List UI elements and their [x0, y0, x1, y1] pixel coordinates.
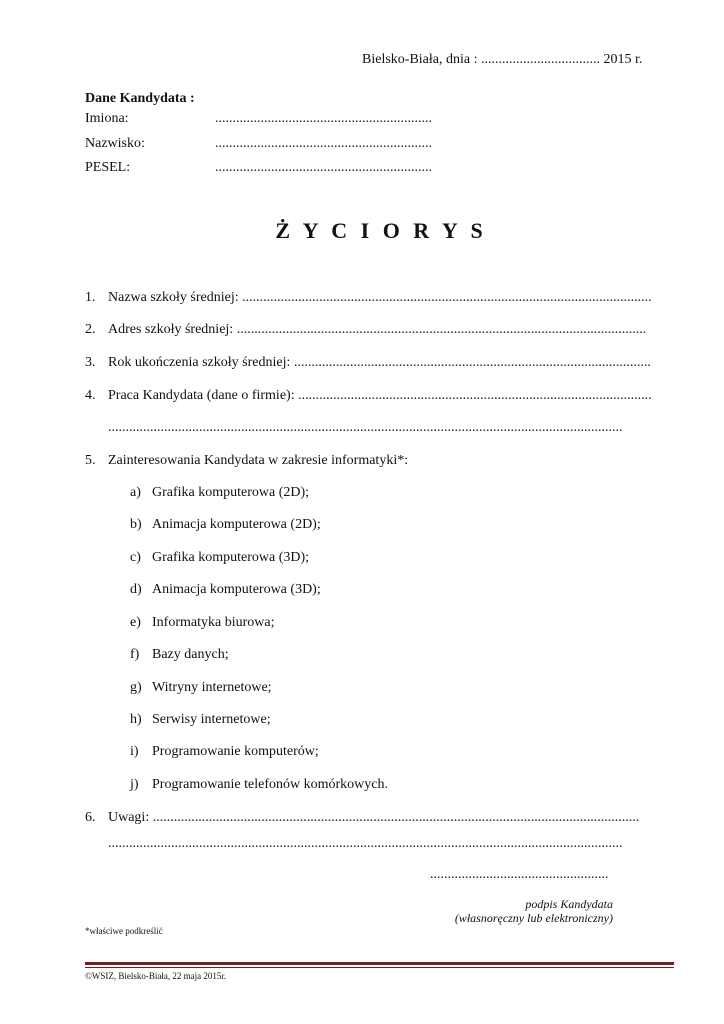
field-label-pesel: PESEL:	[85, 160, 131, 175]
subitem-letter: g)	[130, 680, 142, 695]
subitem-text: Grafika komputerowa (3D);	[152, 550, 310, 565]
item-interests-heading: Zainteresowania Kandydata w zakresie informatyki*:	[108, 453, 409, 468]
subitem-text: Programowanie komputerów;	[152, 744, 319, 759]
signature-line: ...................................................	[430, 867, 609, 882]
candidate-heading: Dane Kandydata :	[85, 91, 195, 106]
subitem-text: Grafika komputerowa (2D);	[152, 485, 310, 500]
item-number-6: 6.	[85, 810, 96, 825]
item-number-4: 4.	[85, 388, 96, 403]
subitem-letter: e)	[130, 615, 141, 630]
footer-copyright: ©WSIZ, Bielsko-Biała, 22 maja 2015r.	[85, 971, 227, 981]
field-dots-pesel: ..............................................................	[215, 160, 432, 175]
subitem-text: Witryny internetowe;	[152, 680, 272, 695]
item-graduation-year: Rok ukończenia szkoły średniej: ......................................................................................................	[108, 355, 651, 370]
subitem-text: Programowanie telefonów komórkowych.	[152, 777, 388, 792]
item-candidate-work: Praca Kandydata (dane o firmie): .....................................................................................................	[108, 388, 652, 403]
subitem-text: Animacja komputerowa (3D);	[152, 582, 321, 597]
subitem-letter: j)	[130, 777, 139, 792]
place-date: Bielsko-Biała, dnia : .................................. 2015 r.	[362, 52, 643, 67]
signature-sublabel: (własnoręczny lub elektroniczny)	[454, 911, 613, 925]
subitem-letter: a)	[130, 485, 141, 500]
remarks-line-2: ...................................................................................................................................................	[108, 836, 623, 851]
subitem-letter: i)	[130, 744, 139, 759]
subitem-text: Informatyka biurowa;	[152, 615, 275, 630]
footer-rule-thin	[85, 967, 674, 968]
subitem-text: Serwisy internetowe;	[152, 712, 271, 727]
subitem-letter: b)	[130, 517, 142, 532]
item-school-address: Adres szkoły średniej: .....................................................................................................................	[108, 322, 647, 337]
field-label-nazwisko: Nazwisko:	[85, 136, 145, 151]
subitem-text: Animacja komputerowa (2D);	[152, 517, 321, 532]
field-label-imiona: Imiona:	[85, 111, 129, 126]
field-dots-imiona: ..............................................................	[215, 111, 432, 126]
subitem-letter: c)	[130, 550, 141, 565]
page-title: Ż Y C I O R Y S	[275, 218, 487, 243]
item-number-5: 5.	[85, 453, 96, 468]
footnote: *właściwe podkreślić	[85, 926, 163, 936]
item-candidate-work-continued: ...................................................................................................................................................	[108, 420, 623, 435]
remarks-line-1: Uwagi: ...........................................................................................................................................	[108, 810, 640, 825]
item-number-1: 1.	[85, 290, 96, 305]
item-school-name: Nazwa szkoły średniej: .....................................................................................................................	[108, 290, 652, 305]
subitem-letter: d)	[130, 582, 142, 597]
footer-rule-thick	[85, 962, 674, 965]
item-number-3: 3.	[85, 355, 96, 370]
field-dots-nazwisko: ..............................................................	[215, 136, 432, 151]
signature-label: podpis Kandydata	[525, 897, 613, 911]
subitem-text: Bazy danych;	[152, 647, 229, 662]
subitem-letter: f)	[130, 647, 140, 662]
item-number-2: 2.	[85, 322, 96, 337]
subitem-letter: h)	[130, 712, 142, 727]
